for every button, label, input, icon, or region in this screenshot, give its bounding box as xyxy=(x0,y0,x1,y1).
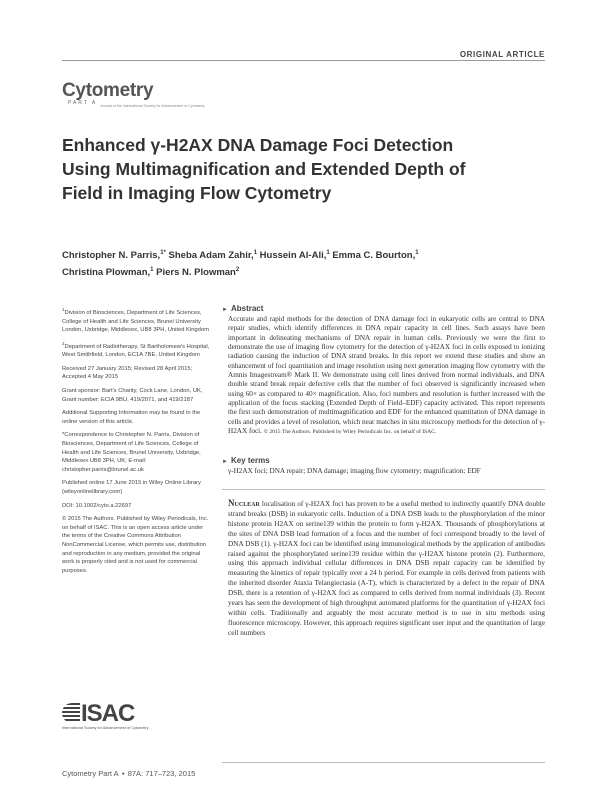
section-divider xyxy=(222,489,545,490)
abstract-text: Accurate and rapid methods for the detection of DNA damage foci in eukaryotic cells are central to DNA repair studies, which identify differences in DNA repair capacity in cell lines. Such assays have been important in delineating mechanisms of DNA repair in human cells. Previously we were the first to demonstrate the use of imaging flow cytometry for the detection of γ-H2AX foci in cells exposed to ionizing radiation causing the induction of DNA strand breaks. In this report we extend these studies and show an enhancement of foci quantitation and image resolution using next generation imaging flow cytometry with the Amnis Imagestream® Mark II. We demonstrate using cell lines derived from normal individuals, and DNA double strand break repair defective cells that the number of foci observed is significantly increased when using 60× as compared to 40× magnification. Also, foci numbers and resolution is further increased with the application of the focus stacking (Extended Depth of Field–EDF) capacity activated. This report represents the first such demonstration of multimagnification and EDF for the enhanced quantitation of DNA damage in cells and provides a level of resolution, which near matches in situ microscopy methods for the detection of γ-H2AX foci. © 2015 The Authors. Published by Wiley Periodicals Inc. on behalf of ISAC. xyxy=(228,315,545,436)
author: Piers N. Plowman$^2$ xyxy=(156,267,240,279)
body-text: Nuclear localisation of γ-H2AX foci has proven to be a useful method to indirectly quantify DNA double strand breaks (DSB) in eukaryotic cells. Induction of a DNA DSB leads to the phosphorylation of the minor histone protein H2AX on serine139 within the protein to form γ-H2AX. Thousands of phosphorylations at the sites of DNA DSB lead formation of a focus and the number of foci correspond broadly to the level of DNA DSB (1). γ-H2AX foci can be identified using immunological methods by the application of antibodies raised against the phosphorylated serine139 residue within the γ-H2AX histone protein (2). Furthermore, using this approach individual cellular differences in DNA DSB repair capacity can be identified by measuring the kinetics of repair typically over a 24 h period. For example in cells derived from patients with the inherited disorder Ataxia Telangiectasia (A-T), which is characterized by a defect in the repair of DNA DSB, there is a retention of γ-H2AX foci as compared to cells derived from normal individuals (3). Recent years has seen the development of high throughput automated platforms for the quantitation of γ-H2AX foci within cells. Traditionally and arguably the most accurate method is to use in situ methods using fluorescence microscopy. However, this approach requires significant user input and the quantitation of large cell numbers xyxy=(228,498,545,637)
journal-tagline: Journal of the International Society for Advancement of Cytometry xyxy=(100,104,205,108)
footer-journal: Cytometry Part A xyxy=(62,769,119,778)
author: Hussein Al-Ali,$^1$ xyxy=(259,250,330,262)
isac-logo: ISAC International Society for Advancement of Cytometry xyxy=(62,700,149,730)
article-title: Enhanced γ-H2AX DNA Damage Foci Detection Using Multimagnification and Extended Depth of Field in Imaging Flow Cytometry xyxy=(62,135,466,203)
abstract-copyright: © 2015 The Authors. Published by Wiley Periodicals Inc. on behalf of ISAC. xyxy=(263,429,437,436)
copyright-license: © 2015 The Authors. Published by Wiley Periodicals, Inc. on behalf of ISAC. This is an open access article under the terms of the Creative Commons Attribution NonCommercial License, which permits use, distribution and reproduction in any medium, provided the original work is properly cited and is not used for commercial purposes. xyxy=(62,516,209,574)
supporting-info: Additional Supporting Information may be found in the online version of this article. xyxy=(62,410,201,425)
journal-part: PART A xyxy=(68,100,98,106)
received-dates: Received 27 January 2015; Revised 28 April 2015; Accepted 4 May 2015 xyxy=(62,365,193,381)
journal-logo xyxy=(62,82,205,108)
footer-citation: 87A: 717–723, 2015 xyxy=(127,769,196,778)
triangle-bullet-icon: ► xyxy=(222,307,228,313)
doi: DOI: 10.1002/cyto.a.22697 xyxy=(62,502,132,509)
published-online: Published online 17 June 2015 in Wiley Online Library (wileyonlinelibrary.com) xyxy=(62,480,201,495)
sidebar-notes xyxy=(62,306,212,580)
author-list xyxy=(62,246,512,280)
abstract-heading: ► Abstract xyxy=(222,304,264,313)
page-footer: Cytometry Part A ● 87A: 717–723, 2015 xyxy=(62,769,196,778)
correspondence: *Correspondence to Christopher N. Parris, Division of Biosciences, Department of Life Sciences, College of Health and Life Sciences, Brunel University, Uxbridge, Middlesex UB8 3PH, UK; E-mail: christopher.parris@brunel.ac.uk xyxy=(62,432,201,473)
isac-subtitle: International Society for Advancement of Cytometry xyxy=(62,726,149,730)
keywords-text: γ-H2AX foci; DNA repair; DNA damage; imaging flow cytometry; magnification; EDF xyxy=(228,467,481,475)
grant-sponsor: Grant sponsor: Bart's Charity, Cock Lane, London, UK, Grant number: ECIA 9BU, 419/2071, and 419/2187 xyxy=(62,388,203,403)
article-type-label: ORIGINAL ARTICLE xyxy=(459,50,545,59)
keywords-heading: ► Key terms xyxy=(222,456,270,465)
journal-name: Cytometry xyxy=(62,80,154,101)
author: Christina Plowman,$^1$ xyxy=(62,267,154,279)
author: Christopher N. Parris,$^{1*}$ xyxy=(62,250,166,262)
affiliation-2: $^2$Department of Radiotherapy, St Bartholomew's Hospital, West Smithfield, London, EC1A 7BE, United Kingdom xyxy=(62,340,210,359)
lead-word: Nuclear xyxy=(228,498,260,508)
triangle-bullet-icon: ► xyxy=(222,459,228,465)
isac-emblem-icon xyxy=(62,703,80,723)
header-rule xyxy=(62,60,545,61)
footer-rule xyxy=(222,762,545,763)
author: Emma C. Bourton,$^1$ xyxy=(332,250,419,262)
author: Sheba Adam Zahir,$^1$ xyxy=(168,250,258,262)
affiliation-1: $^1$Division of Biosciences, Department of Life Sciences, College of Health and Life Sciences, Brunel University London, Uxbridge, Middlesex, UB8 3PH, United Kingdom xyxy=(62,307,209,334)
